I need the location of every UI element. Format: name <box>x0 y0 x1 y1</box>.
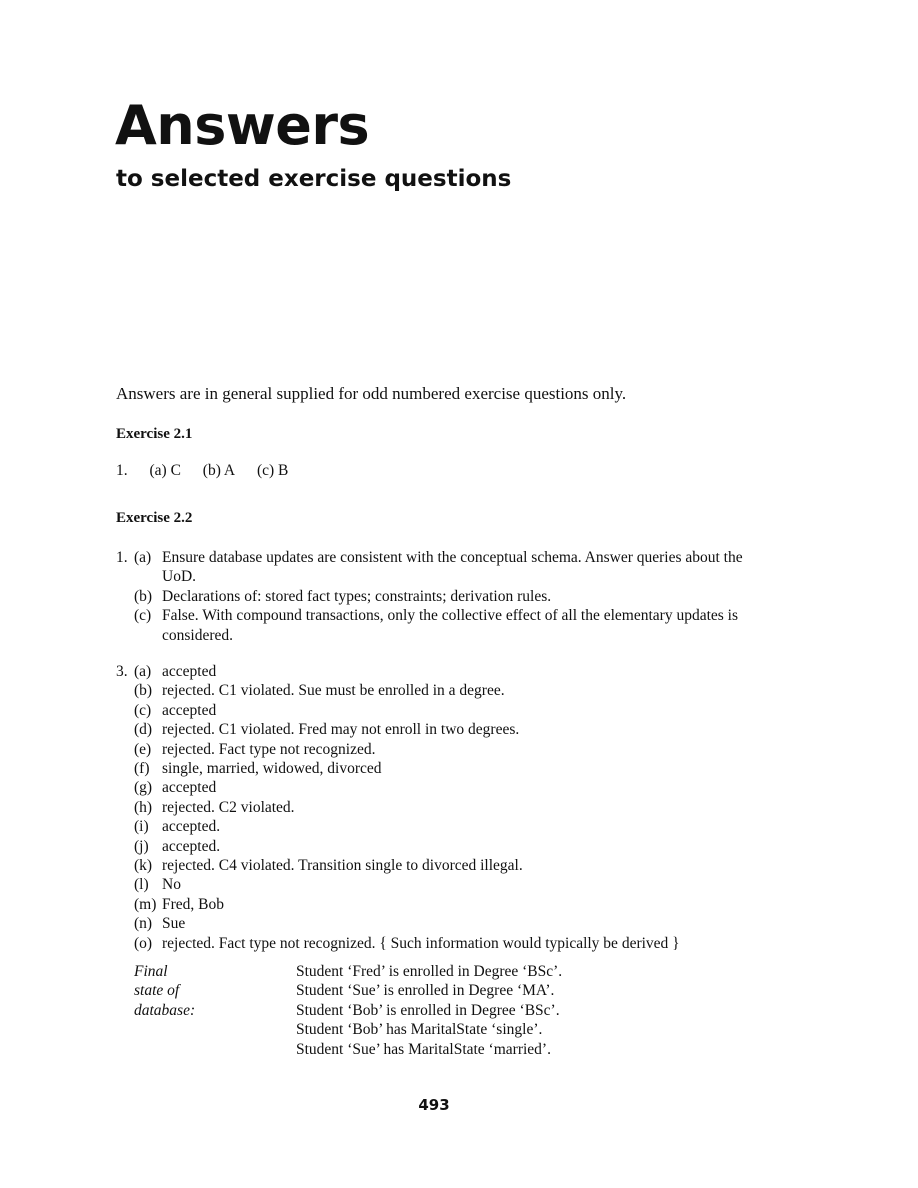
item-text: rejected. C2 violated. <box>162 798 295 816</box>
page-title: Answers <box>115 94 370 157</box>
item-label: (k) <box>134 857 153 875</box>
answer-item <box>116 856 776 875</box>
answer-item <box>116 548 776 587</box>
answer-item <box>116 798 776 817</box>
question-1 <box>116 548 776 645</box>
answer-part: (c) B <box>256 462 289 479</box>
final-state-line: Student ‘Sue’ has MaritalState ‘married’. <box>296 1040 551 1058</box>
page-subtitle: to selected exercise questions <box>116 166 512 192</box>
final-state-line: Student ‘Fred’ is enrolled in Degree ‘BSc’. <box>296 963 563 980</box>
item-label: (i) <box>134 818 149 836</box>
item-label: (b) <box>134 682 153 700</box>
item-label: (m) <box>134 895 157 913</box>
item-text: single, married, widowed, divorced <box>162 760 382 778</box>
item-text: rejected. C4 violated. Transition single to divorced illegal. <box>162 857 523 875</box>
page-number: 493 <box>418 1096 450 1114</box>
exercise-2-2-heading: Exercise 2.2 <box>116 510 193 526</box>
item-text: Sue <box>162 915 186 933</box>
item-label: (d) <box>134 721 153 739</box>
item-text: accepted <box>162 701 217 719</box>
answer-item <box>116 587 776 606</box>
item-label: (l) <box>134 876 149 894</box>
final-state-line: Student ‘Bob’ is enrolled in Degree ‘BSc’. <box>296 1001 560 1019</box>
item-label: (a) <box>134 549 152 566</box>
item-label: (f) <box>134 760 150 778</box>
item-text: rejected. C1 violated. Fred may not enroll in two degrees. <box>162 721 520 739</box>
item-text: rejected. Fact type not recognized. { Such information would typically be derived } <box>162 934 680 952</box>
answer-item <box>116 875 776 894</box>
question-number: 1. <box>116 462 128 479</box>
item-text: accepted. <box>162 818 221 836</box>
answer-item <box>116 778 776 797</box>
final-state-line: Student ‘Sue’ is enrolled in Degree ‘MA’. <box>296 982 555 1000</box>
item-label: (e) <box>134 740 152 758</box>
answer-item <box>116 895 776 914</box>
item-label: (c) <box>134 607 152 625</box>
item-label: (a) <box>134 663 152 680</box>
item-label: (j) <box>134 837 149 855</box>
answer-item <box>116 740 776 759</box>
item-text: accepted <box>162 663 217 680</box>
item-text: accepted. <box>162 837 221 855</box>
item-text: No <box>162 876 181 894</box>
answer-item <box>116 914 776 933</box>
item-label: (o) <box>134 934 153 952</box>
item-label: (n) <box>134 915 153 933</box>
answer-item <box>116 817 776 836</box>
exercise-2-1-heading: Exercise 2.1 <box>116 426 193 442</box>
answer-item <box>116 934 776 953</box>
item-text: accepted <box>162 779 217 797</box>
exercise-2-1-answer <box>116 462 306 480</box>
answer-item <box>116 720 776 739</box>
final-state-line: Student ‘Bob’ has MaritalState ‘single’. <box>296 1021 543 1039</box>
item-text: Declarations of: stored fact types; constraints; derivation rules. <box>162 587 552 605</box>
item-text: False. With compound transactions, only the collective effect of all the elementary updates is considered. <box>162 607 739 644</box>
item-text: rejected. Fact type not recognized. <box>162 740 376 758</box>
question-number: 1. <box>116 549 128 566</box>
item-label: (g) <box>134 779 153 797</box>
item-label: (b) <box>134 587 153 605</box>
final-state-lines <box>296 962 562 1059</box>
question-number: 3. <box>116 663 128 680</box>
answer-item <box>116 606 776 645</box>
question-3 <box>116 662 776 953</box>
answer-item <box>116 837 776 856</box>
intro-text: Answers are in general supplied for odd numbered exercise questions only. <box>116 384 627 403</box>
answer-item <box>116 662 776 681</box>
item-label: (c) <box>134 701 152 719</box>
answer-item <box>116 681 776 700</box>
answer-part: (b) A <box>202 462 236 479</box>
item-label: (h) <box>134 798 153 816</box>
final-state-label: Final state of database: <box>134 963 196 1019</box>
answer-item <box>116 701 776 720</box>
item-text: Ensure database updates are consistent with the conceptual schema. Answer queries about the UoD. <box>162 549 743 586</box>
answer-item <box>116 759 776 778</box>
item-text: rejected. C1 violated. Sue must be enrolled in a degree. <box>162 682 505 700</box>
answer-part: (a) C <box>149 462 181 479</box>
item-text: Fred, Bob <box>162 895 224 913</box>
